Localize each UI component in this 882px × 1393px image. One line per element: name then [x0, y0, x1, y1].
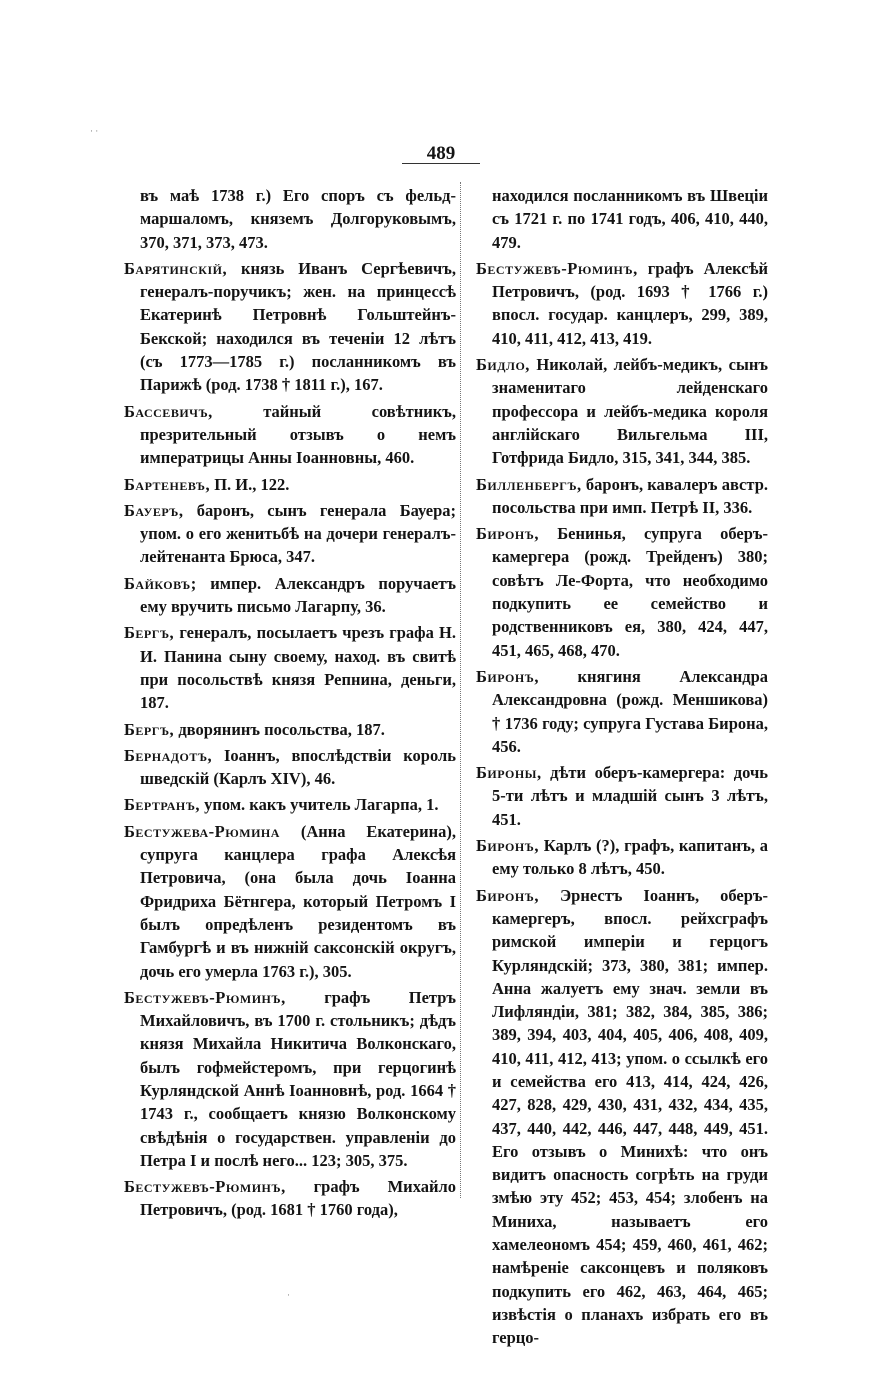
header-rule: [402, 163, 480, 164]
index-entry: [124, 1175, 456, 1222]
index-entry: [124, 572, 456, 619]
entry-text: въ маѣ 1738 г.) Его споръ съ фельд-маршаломъ, княземъ Долгоруковымъ, 370, 371, 373, 473.: [140, 186, 456, 252]
right-column: [476, 184, 768, 1353]
entry-text: графъ Алексѣй Петровичъ, (род. 1693 † 1766 г.) впосл. государ. канцлеръ, 299, 389, 410, 411, 412, 413, 419.: [492, 258, 768, 348]
index-entry: [476, 184, 768, 254]
index-entry: [124, 986, 456, 1172]
index-entry: [124, 400, 456, 470]
entry-name: Бауеръ,: [124, 500, 184, 520]
entry-name: Биронъ,: [476, 524, 539, 544]
entry-name: Биронъ,: [476, 836, 539, 856]
entry-text: (Анна Екатерина), супруга канцлера графа Алексѣя Петровича, (она была дочь Іоанна Фридриха Бётнгера, который Петромъ I былъ опредѣленъ резидентомъ въ Гамбургѣ и въ нижній саксонскій округъ, дочь его умерла 1763 г.), 305.: [140, 821, 456, 981]
index-entry: [124, 473, 456, 496]
index-entry: [476, 473, 768, 520]
entry-name: Билленбергъ,: [476, 474, 582, 494]
entry-name: Бассевичъ,: [124, 401, 213, 421]
column-divider: [460, 182, 461, 1198]
index-entry: [124, 184, 456, 254]
index-entry: [476, 834, 768, 881]
entry-name: Бергъ,: [124, 623, 175, 643]
entry-text: княгиня Александра Александровна (рожд. Меншикова) † 1736 году; супруга Густава Бирона, 456.: [492, 666, 768, 756]
index-entry: [476, 884, 768, 1350]
entry-name: Бернадотъ,: [124, 745, 213, 765]
page-number: 489: [426, 143, 456, 164]
index-entry: [124, 621, 456, 714]
entry-text: Карлъ (?), графъ, капитанъ, а ему только 8 лѣтъ, 450.: [492, 836, 768, 879]
index-entry: [476, 353, 768, 469]
entry-text: Бенинья, супруга оберъ-камергера (рожд. Трейденъ) 380; совѣтъ Ле-Форта, что необходимо подкупить ее семейство и родственниковъ ея, 380, 424, 447, 451, 465, 468, 470.: [492, 524, 768, 660]
entry-name: Бергъ,: [124, 719, 175, 739]
entry-name: Бироны,: [476, 763, 542, 783]
entry-text: П. И., 122.: [210, 474, 290, 494]
entry-text: генералъ, посылаетъ чрезъ графа Н. И. Панина сыну своему, наход. въ свитѣ при посольствѣ князя Репнина, деньги, 187.: [140, 623, 456, 713]
entry-text: графъ Михайло Петровичъ, (род. 1681 † 1760 года),: [140, 1177, 456, 1220]
entry-text: импер. Александръ поручаетъ ему вручить письмо Лагарпу, 36.: [140, 573, 456, 617]
index-entry: [124, 744, 456, 791]
entry-text: дѣти оберъ-камергера: дочь 5-ти лѣтъ и младшій сынъ 3 лѣтъ, 451.: [492, 763, 768, 829]
entry-text: Николай, лейбъ-медикъ, сынъ знаменитаго лейденскаго профессора и лейбъ-медика короля англійскаго Вильгельма III, Готфрида Бидло, 315, 341, 344, 385.: [492, 355, 768, 468]
entry-name: Бартеневъ,: [124, 474, 211, 494]
entry-text: упом. какъ учитель Лагарпа, 1.: [200, 795, 439, 815]
entry-text: баронъ, сынъ генерала Бауера; упом. о его женитьбѣ на дочери генералъ-лейтенанта Брюса, 347.: [140, 500, 456, 567]
index-entry: [124, 718, 456, 741]
entry-text: Эрнестъ Іоаннъ, оберъ-камергеръ, впосл. рейхсграфъ римской имперіи и герцогъ Курляндскій; 373, 380, 381; импер. Анна жалуетъ ему знач. земли въ Лифляндіи, 381; 382, 384, 385, 386; 389, 394, 403, 404, 405, 406, 408, 409, 410, 411, 412, 413; упом. о ссылкѣ его и семейства его 413, 414, 424, 426, 427, 828, 429, 430, 431, 432, 434, 435, 437, 440, 442, 446, 447, 448, 449, 451. Его отзывъ о Минихѣ: что онъ видитъ опасность согрѣть на груди змѣю эту 452; 453, 454; злобенъ на Миниха, называетъ его хамелеономъ 454; 459, 460, 461, 462; намѣреніе саксонцевъ и поляковъ подкупить его 462, 463, 464, 465; извѣстія о планахъ избрать его въ герцо-: [492, 885, 768, 1348]
index-entry: [476, 665, 768, 758]
entry-name: Бестужева-Рюмина: [124, 821, 280, 841]
index-entry: [476, 257, 768, 350]
entry-name: Бидло,: [476, 355, 530, 375]
index-entry: [124, 793, 456, 816]
left-column: [124, 184, 456, 1225]
entry-text: находился посланникомъ въ Швеціи съ 1721 г. по 1741 годъ, 406, 410, 440, 479.: [492, 186, 768, 252]
scan-speck: · ·: [90, 126, 99, 136]
entry-name: Барятинскій,: [124, 258, 228, 278]
index-entry: [124, 257, 456, 397]
entry-name: Биронъ,: [476, 885, 539, 905]
entry-text: Іоаннъ, впослѣдствіи король шведскій (Карлъ XIV), 46.: [140, 745, 456, 789]
index-entry: [124, 499, 456, 569]
index-entry: [124, 820, 456, 983]
index-entry: [476, 761, 768, 831]
scan-speck-bottom: ·: [287, 1290, 290, 1300]
entry-name: Бестужевъ-Рюминъ,: [476, 258, 638, 278]
entry-text: баронъ, кавалеръ австр. посольства при имп. Петрѣ II, 336.: [492, 474, 768, 517]
entry-text: князь Иванъ Сергѣевичъ, генералъ-поручикъ; жен. на принцессѣ Екатеринѣ Петровнѣ Гольштейнъ-Бекской; находился въ теченіи 12 лѣтъ (съ 1773—1785 г.) посланникомъ въ Парижѣ (род. 1738 † 1811 г.), 167.: [140, 258, 456, 395]
entry-name: Бертранъ,: [124, 795, 200, 815]
entry-name: Бестужевъ-Рюминъ,: [124, 1177, 286, 1197]
entry-name: Бестужевъ-Рюминъ,: [124, 987, 286, 1007]
entry-text: дворянинъ посольства, 187.: [174, 719, 385, 739]
entry-name: Биронъ,: [476, 666, 539, 686]
entry-name: Байковъ;: [124, 573, 197, 593]
entry-text: графъ Петръ Михайловичъ, въ 1700 г. стольникъ; дѣдъ князя Михайла Никитича Волконскаго, былъ гофмейстеромъ, при герцогинѣ Курляндской Аннѣ Іоанновнѣ, род. 1664 † 1743 г., сообщаетъ князю Волконскому свѣдѣнія о государствен. управленіи до Петра I и послѣ него... 123; 305, 375.: [140, 987, 456, 1170]
index-entry: [476, 522, 768, 662]
entry-text: тайный совѣтникъ, презрительный отзывъ о немъ императрицы Анны Іоанновны, 460.: [140, 401, 456, 468]
